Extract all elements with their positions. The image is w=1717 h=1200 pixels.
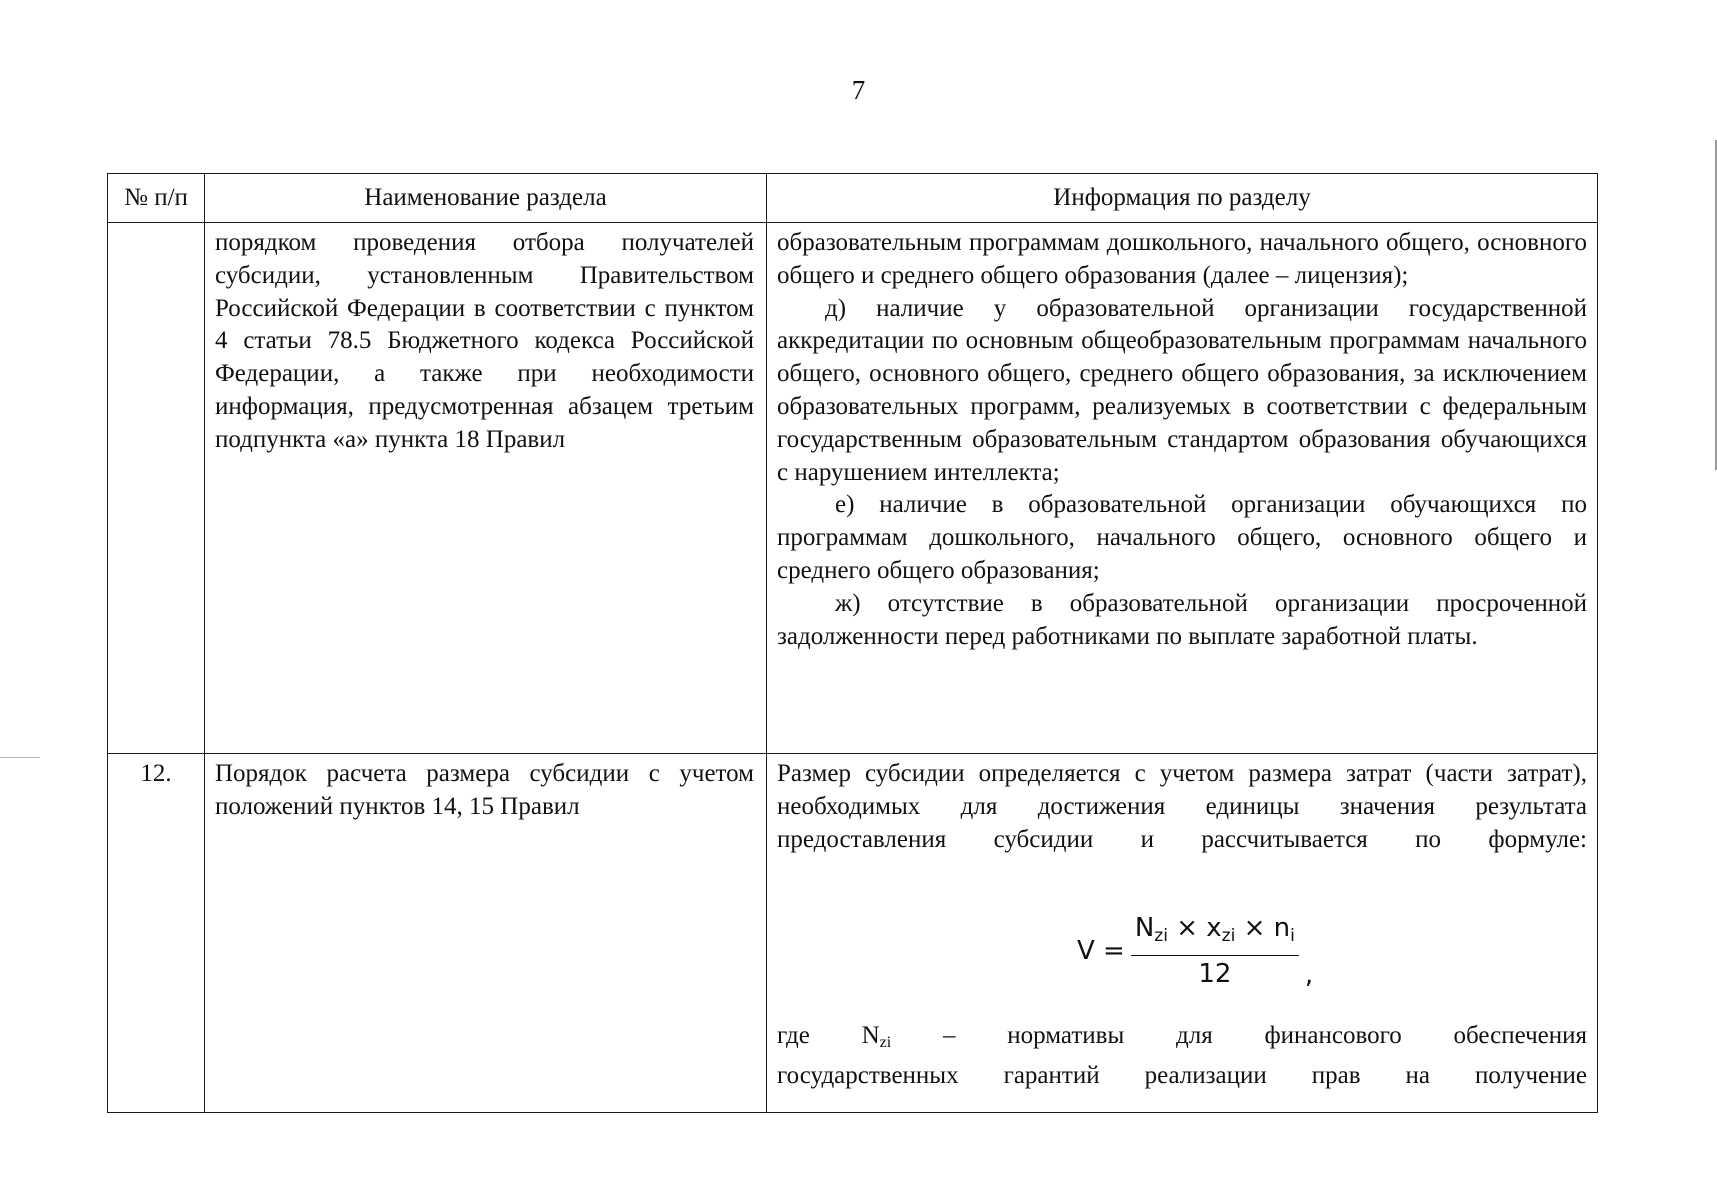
where-definition-line	[777, 1020, 1587, 1060]
row-number-cell: 12.	[108, 754, 205, 1113]
formula-symbol: n	[1273, 913, 1291, 944]
document-table	[107, 173, 1598, 1113]
info-paragraph: д) наличие у образовательной организации государственной аккредитации по основным общеобразовательным программам начального общего, основного общего, среднего общего образования, за исключением образовательных программ, реализуемых в соответствии с федеральным государственным образовательным стандартом образования обучающихся с нарушением интеллекта;	[777, 294, 1587, 486]
section-info-cell	[767, 754, 1598, 1113]
where-word: где	[777, 1022, 810, 1050]
formula-subscript: i	[1290, 926, 1295, 947]
formula-fraction	[1131, 912, 1299, 991]
formula-symbol: N	[1134, 913, 1155, 944]
table-row-continued	[108, 223, 1598, 754]
formula-symbol: x	[1206, 913, 1222, 944]
formula-block	[777, 856, 1587, 1020]
info-paragraph: образовательным программам дошкольного, начального общего, основного общего и среднего общего образования (далее – лицензия);	[777, 229, 1587, 289]
where-definition: – нормативы для финансового обеспечения	[942, 1022, 1587, 1050]
row-number-cell	[108, 223, 205, 754]
formula-operator: ×	[1167, 913, 1207, 944]
table-header-row	[108, 174, 1598, 223]
formula-denominator: 12	[1198, 959, 1232, 990]
section-name-text: Порядок расчета размера субсидии с учетом положений пунктов 14, 15 Правил	[215, 760, 754, 820]
header-number: № п/п	[108, 174, 205, 223]
subsidy-formula	[1077, 912, 1313, 991]
section-name-cell	[205, 754, 767, 1113]
where-symbol: N	[861, 1022, 880, 1050]
where-symbol-subscript: zi	[879, 1034, 892, 1052]
section-name-cell	[205, 223, 767, 754]
page-number: 7	[851, 75, 866, 105]
formula-operator: ×	[1235, 913, 1274, 944]
margin-rule	[0, 757, 40, 758]
section-name-text: порядком проведения отбора получателей субсидии, установленным Правительством Российской Федерации в соответствии с пунктом 4 статьи 78.5 Бюджетного кодекса Российской Федерации, а также при необходимости информация, предусмотренная абзацем третьим подпункта «а» пункта 18 Правил	[215, 229, 754, 453]
info-paragraph: Размер субсидии определяется с учетом размера затрат (части затрат), необходимых для достижения единицы значения результата предоставления субсидии и рассчитывается по формуле:	[777, 760, 1587, 853]
where-continuation-line: государственных гарантий реализации прав на получение	[777, 1062, 1587, 1090]
info-paragraph: ж) отсутствие в образовательной организации просроченной задолженности перед работниками по выплате заработной платы.	[777, 589, 1587, 650]
formula-numerator	[1131, 912, 1299, 956]
section-info-cell	[767, 223, 1598, 754]
header-section-name: Наименование раздела	[205, 174, 767, 223]
info-paragraph: е) наличие в образовательной организации обучающихся по программам дошкольного, начального общего, основного общего и среднего общего образования;	[777, 491, 1587, 584]
formula-trailing-comma: ,	[1304, 960, 1314, 991]
formula-subscript: zi	[1154, 926, 1168, 947]
formula-lhs: V =	[1077, 936, 1125, 967]
header-section-info: Информация по разделу	[767, 174, 1598, 223]
table-row-12	[108, 754, 1598, 1113]
formula-subscript: zi	[1221, 926, 1236, 947]
